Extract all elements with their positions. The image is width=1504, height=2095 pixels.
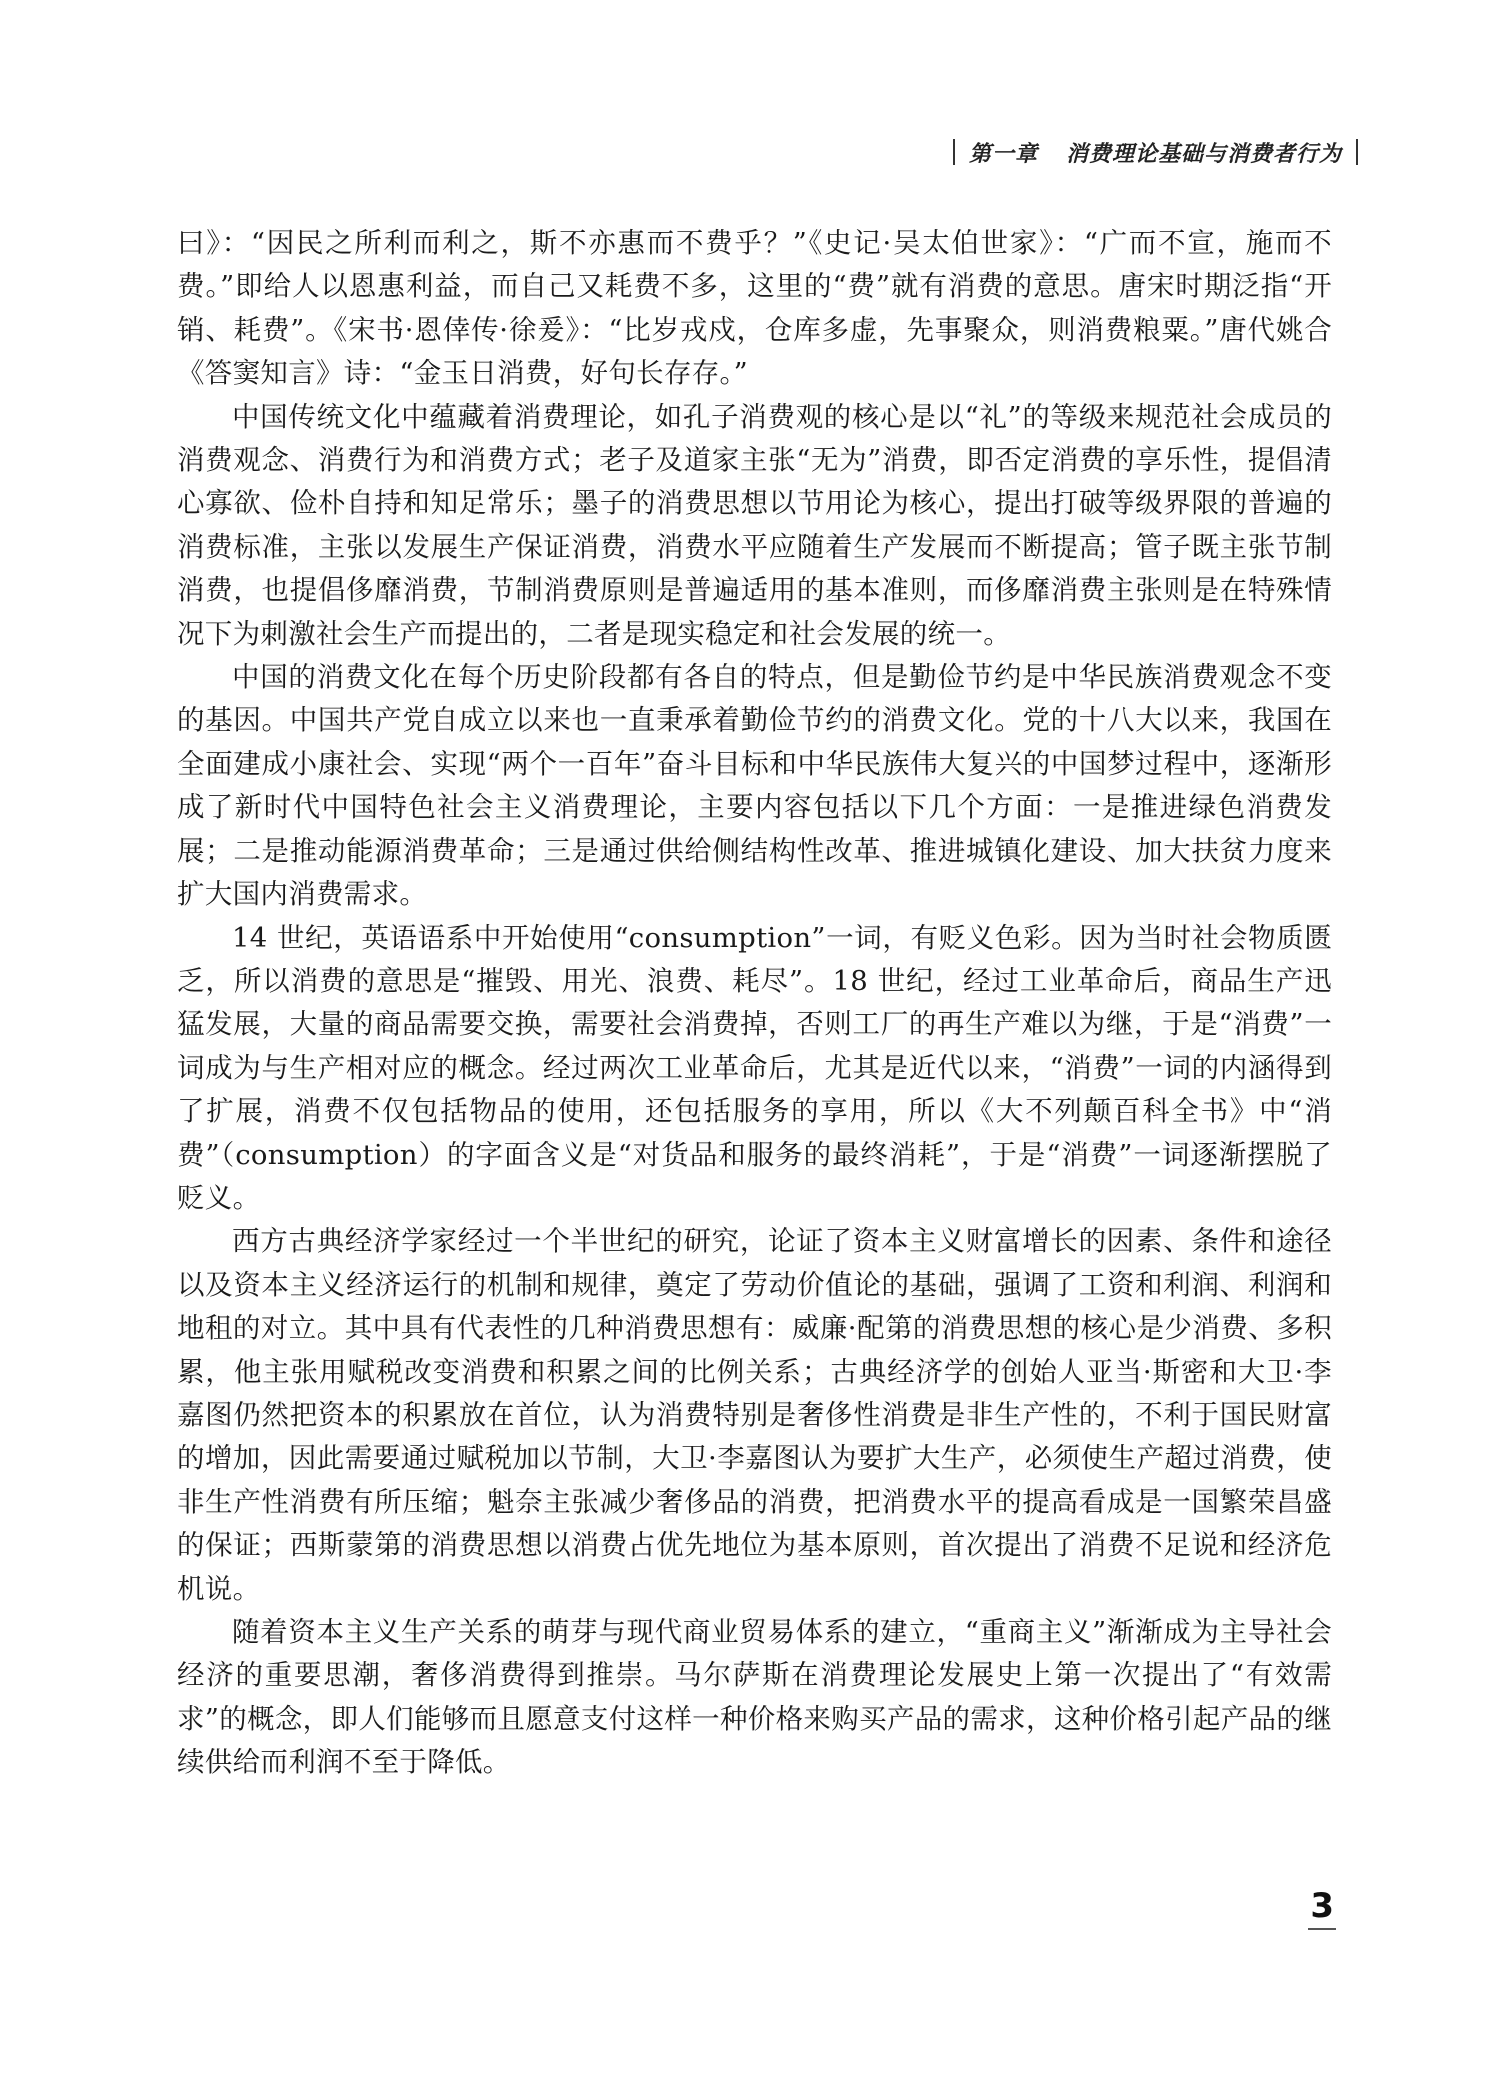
header-right-rule [1356,139,1358,165]
body-text [177,222,1332,1785]
paragraph-mercantilism: 随着资本主义生产关系的萌芽与现代商业贸易体系的建立，“重商主义”渐渐成为主导社会经济的重要思潮，奢侈消费得到推崇。马尔萨斯在消费理论发展史上第一次提出了“有效需求”的概念，即人们能够而且愿意支付这样一种价格来购买产品的需求，这种价格引起产品的继续供给而利润不至于降低。 [177,1616,1332,1779]
paragraph-continued: 曰》：“因民之所利而利之，斯不亦惠而不费乎？”《史记·吴太伯世家》：“广而不宣，施而不费。”即给人以恩惠利益，而自己又耗费不多，这里的“费”就有消费的意思。唐宋时期泛指“开销、耗费”。《宋书·恩倖传·徐爰》：“比岁戎戍，仓库多虚，先事聚众，则消费粮粟。”唐代姚合《答窦知言》诗：“金玉日消费，好句长存存。” [177,227,1332,390]
paragraph-chinese-tradition: 中国传统文化中蕴藏着消费理论，如孔子消费观的核心是以“礼”的等级来规范社会成员的消费观念、消费行为和消费方式；老子及道家主张“无为”消费，即否定消费的享乐性，提倡清心寡欲、俭朴自持和知足常乐；墨子的消费思想以节用论为核心，提出打破等级界限的普遍的消费标准，主张以发展生产保证消费，消费水平应随着生产发展而不断提高；管子既主张节制消费，也提倡侈靡消费，节制消费原则是普遍适用的基本准则，而侈靡消费主张则是在特殊情况下为刺激社会生产而提出的，二者是现实稳定和社会发展的统一。 [177,400,1332,650]
header-left-rule [953,139,955,165]
paragraph-classical-economists: 西方古典经济学家经过一个半世纪的研究，论证了资本主义财富增长的因素、条件和途径以及资本主义经济运行的机制和规律，奠定了劳动价值论的基础，强调了工资和利润、利润和地租的对立。其中具有代表性的几种消费思想有：威廉·配第的消费思想的核心是少消费、多积累，他主张用赋税改变消费和积累之间的比例关系；古典经济学的创始人亚当·斯密和大卫·李嘉图仍然把资本的积累放在首位，认为消费特别是奢侈性消费是非生产性的，不利于国民财富的增加，因此需要通过赋税加以节制，大卫·李嘉图认为要扩大生产，必须使生产超过消费，使非生产性消费有所压缩；魁奈主张减少奢侈品的消费，把消费水平的提高看成是一国繁荣昌盛的保证；西斯蒙第的消费思想以消费占优先地位为基本原则，首次提出了消费不足说和经济危机说。 [177,1225,1332,1605]
paragraph-consumption-culture: 中国的消费文化在每个历史阶段都有各自的特点，但是勤俭节约是中华民族消费观念不变的基因。中国共产党自成立以来也一直秉承着勤俭节约的消费文化。党的十八大以来，我国在全面建成小康社会、实现“两个一百年”奋斗目标和中华民族伟大复兴的中国梦过程中，逐渐形成了新时代中国特色社会主义消费理论，主要内容包括以下几个方面：一是推进绿色消费发展；二是推动能源消费革命；三是通过供给侧结构性改革、推进城镇化建设、加大扶贫力度来扩大国内消费需求。 [177,661,1332,911]
chapter-label: 第一章 [968,141,1038,167]
page-number: 3 [1308,1886,1336,1930]
chapter-title: 消费理论基础与消费者行为 [1065,141,1342,167]
paragraph-english-term: 14 世纪，英语语系中开始使用“consumption”一词，有贬义色彩。因为当时社会物质匮乏，所以消费的意思是“摧毁、用光、浪费、耗尽”。18 世纪，经过工业革命后，商品生产迅猛发展，大量的商品需要交换，需要社会消费掉，否则工厂的再生产难以为继，于是“消费”一词成为与生产相对应的概念。经过两次工业革命后，尤其是近代以来，“消费”一词的内涵得到了扩展，消费不仅包括物品的使用，还包括服务的享用，所以《大不列颠百科全书》中“消费”（consumption）的字面含义是“对货品和服务的最终消耗”，于是“消费”一词逐渐摆脱了贬义。 [177,921,1332,1214]
running-header [953,134,1358,170]
